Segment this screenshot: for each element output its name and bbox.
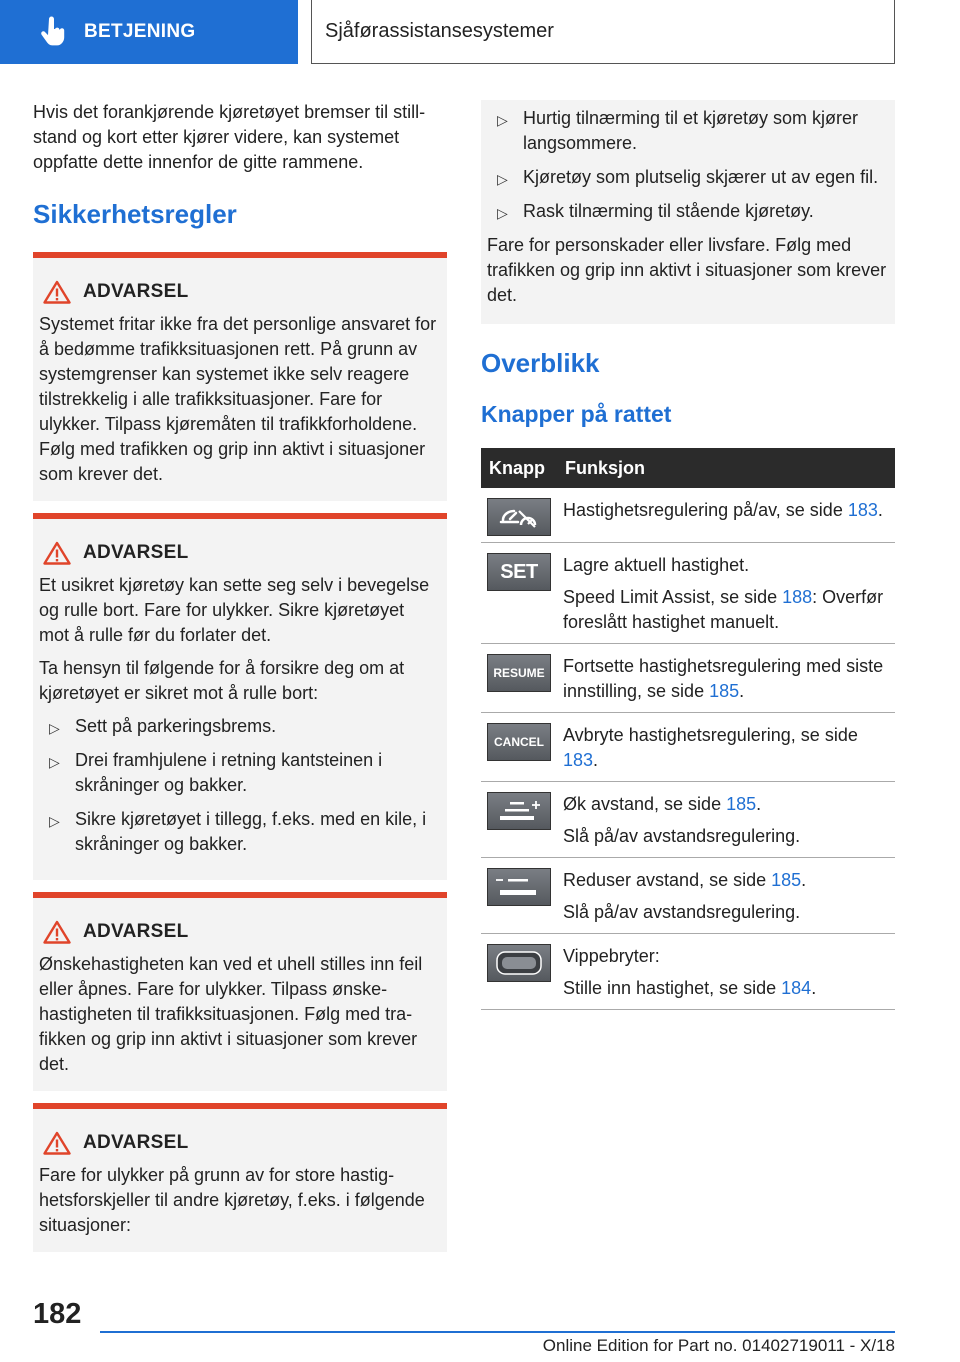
triangle-bullet-icon: ▷ [497,171,508,187]
list-item: ▷ Rask tilnærming til stående kjøretøy. [487,199,887,224]
footer-divider [100,1331,895,1333]
triangle-bullet-icon: ▷ [49,813,60,829]
table-row [481,713,895,782]
section-label: BETJENING [84,21,196,42]
function-cell: Øk avstand, se side 185. Slå på/av avstandsregulering. [557,782,895,858]
column-header-function: Funksjon [557,448,895,488]
distance-decrease-icon [487,868,551,906]
page-reference-link[interactable]: 184 [781,978,812,998]
table-row [481,934,895,1010]
warning-triangle-icon [43,920,71,944]
table-row [481,488,895,543]
section-heading-overview: Overblikk [481,348,600,378]
header-section-tab [0,0,298,64]
cruise-control-onoff-icon [487,498,551,536]
page-reference-link[interactable]: 188 [782,587,813,607]
function-cell: Reduser avstand, se side 185. Slå på/av avstandsregulering. [557,858,895,934]
left-column [33,100,447,1252]
warning-title: ADVARSEL [83,281,189,302]
warning-title: ADVARSEL [83,1132,189,1153]
buttons-table [481,448,895,1010]
warning-text: Et usikret kjøretøy kan sette seg selv i bevegelse og rulle bort. Fare for ulykker. Sikre kjøretøyet mot å rulle før du forlater det. [39,575,430,645]
cancel-button-icon: CANCEL [487,723,551,761]
warning-text: Fare for personskader eller livsfare. Følg med trafikken og grip inn aktivt i situasjoner som krever det. [487,235,887,305]
triangle-bullet-icon: ▷ [497,205,508,221]
bullet-list [39,714,439,857]
warning-box-continued [481,100,895,324]
footer-edition: Online Edition for Part no. 01402719011 - X/18 [542,1336,895,1355]
table-row [481,543,895,644]
warning-text: Fare for ulykker på grunn av for store hastighetsforskjeller til andre kjøretøy, f.eks. i følgende situasjoner: [39,1165,425,1235]
hand-pointer-icon [36,15,70,49]
warning-box [33,1103,447,1252]
right-column [481,100,895,1010]
chapter-title: Sjåførassistansesystemer [311,0,895,64]
bullet-list [487,106,887,224]
list-item: ▷ Sett på parkeringsbrems. [39,714,439,739]
warning-box [33,252,447,501]
list-item: ▷ Hurtig tilnærming til et kjøretøy som kjører langsommere. [497,108,859,153]
page-reference-link[interactable]: 183 [563,750,594,770]
warning-box [33,513,447,880]
section-heading-safety: Sikkerhetsregler [33,199,237,229]
intro-paragraph: Hvis det forankjørende kjøretøyet bremser til stillstand og kort etter kjører videre, kan systemet oppfatte dette innenfor de gitte rammene. [33,102,426,172]
table-header-row [481,448,895,488]
warning-title: ADVARSEL [83,542,189,563]
page-reference-link[interactable]: 185 [709,681,740,701]
subheading-steering-buttons: Knapper på rattet [481,401,672,427]
function-cell: Avbryte hastighetsregulering, se side 183. [557,713,895,782]
page-reference-link[interactable]: 185 [771,870,802,890]
table-row [481,782,895,858]
rocker-switch-icon [487,944,551,982]
warning-box [33,892,447,1091]
list-item: ▷ Drei framhjulene i retning kantsteinen i skråninger og bakker. [49,750,383,795]
function-cell: Hastighetsregulering på/av, se side 183. [557,488,895,543]
page-number: 182 [33,1298,82,1330]
page-reference-link[interactable]: 185 [726,794,757,814]
resume-button-icon: RESUME [487,654,551,692]
warning-title: ADVARSEL [83,921,189,942]
list-item: ▷ Kjøretøy som plutselig skjærer ut av egen fil. [487,165,887,190]
table-row [481,858,895,934]
warning-triangle-icon [43,541,71,565]
warning-text: Systemet fritar ikke fra det personlige ansvaret for å bedømme trafikksituasjonen rett. På grunn av systemgrenser kan systemet ikke selv reagere tilstrekkelig i alle trafikksituasjoner. Fare for ulykker. Tilpass kjøremåten til trafikkforholdene. Følg med trafikken og grip inn aktivt i situasjoner som krever det. [39,314,437,484]
triangle-bullet-icon: ▷ [497,112,508,128]
list-item: ▷ Sikre kjøretøyet i tillegg, f.eks. med en kile, i skråninger og bakker. [49,809,427,854]
warning-triangle-icon [43,280,71,304]
triangle-bullet-icon: ▷ [49,754,60,770]
set-button-icon: SET [487,553,551,591]
function-cell: Vippebryter: Stille inn hastighet, se side 184. [557,934,895,1010]
distance-increase-icon [487,792,551,830]
warning-text: Ta hensyn til følgende for å forsikre deg om at kjøretøyet er sikret mot å rulle bort: [39,658,405,703]
warning-triangle-icon [43,1131,71,1155]
column-header-button: Knapp [481,448,557,488]
page-reference-link[interactable]: 183 [847,500,878,520]
function-cell: Fortsette hastighetsregulering med siste innstilling, se side 185. [557,644,895,713]
table-row [481,644,895,713]
function-cell: Lagre aktuell hastighet. Speed Limit Assist, se side 188: Overfør foreslått hastighet manuelt. [557,543,895,644]
triangle-bullet-icon: ▷ [49,720,60,736]
warning-text: Ønskehastigheten kan ved et uhell stilles inn feil eller åpnes. Fare for ulykker. Tilpass ønskehastigheten til trafikksituasjonen. Følg med trafikken og grip inn aktivt i situasjoner som krever det. [39,954,423,1074]
